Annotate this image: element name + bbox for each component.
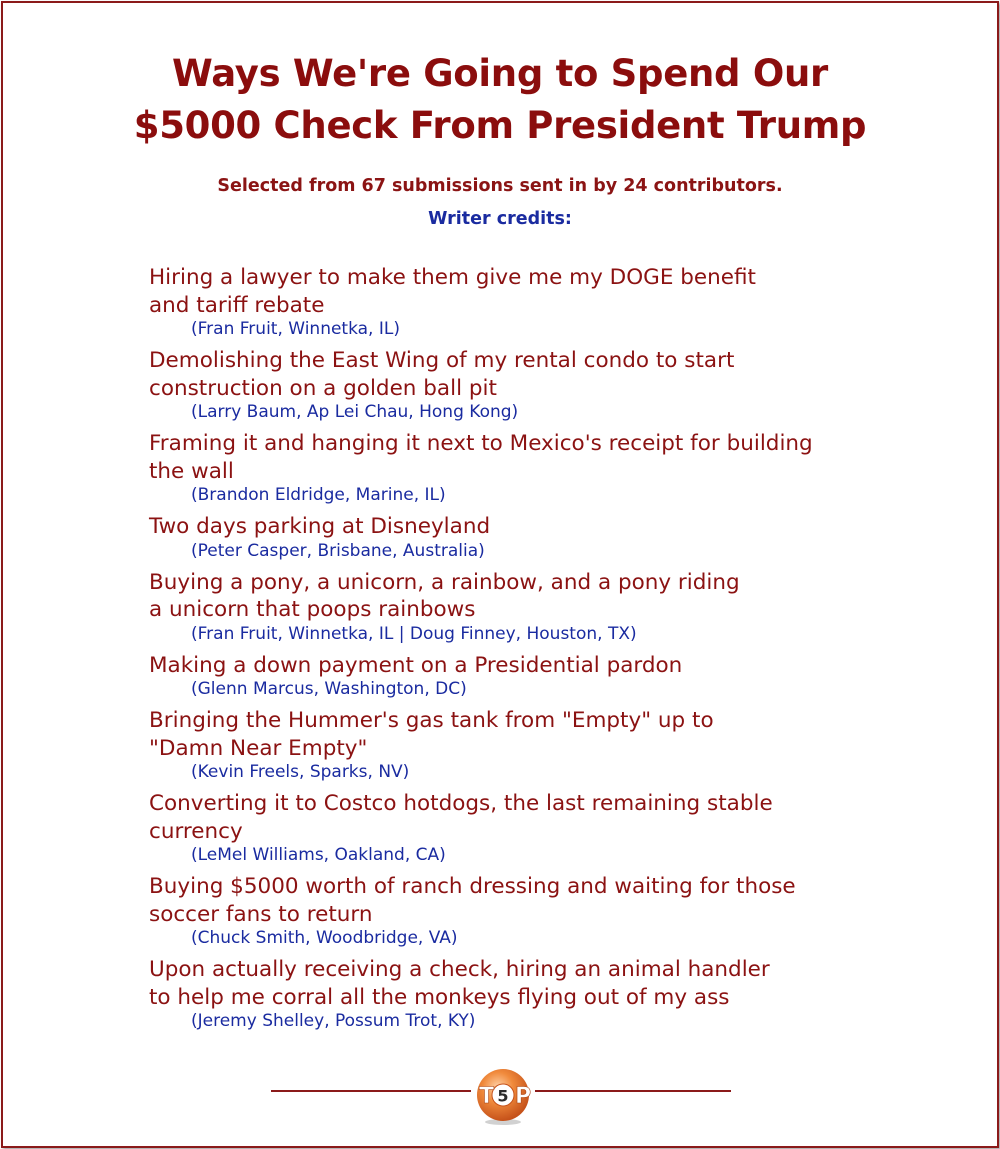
entry-credit: (Fran Fruit, Winnetka, IL | Doug Finney, Houston, TX) bbox=[191, 623, 637, 644]
entry-text-line: Buying $5000 worth of ranch dressing and waiting for those bbox=[149, 874, 796, 899]
entry-text-line: and tariff rebate bbox=[149, 292, 325, 318]
page-title bbox=[3, 48, 997, 152]
entry-list bbox=[149, 264, 909, 1039]
entry-text-line: Buying a pony, a unicorn, a rainbow, and a pony riding bbox=[149, 569, 740, 595]
top5-logo-icon bbox=[468, 1065, 538, 1127]
list-item bbox=[149, 652, 909, 701]
list-item bbox=[149, 790, 909, 866]
list-item bbox=[149, 707, 909, 783]
entry-credit: (LeMel Williams, Oakland, CA) bbox=[191, 845, 446, 865]
logo-letter-right: P bbox=[515, 1084, 532, 1109]
list-item bbox=[149, 956, 909, 1032]
list-item bbox=[149, 873, 909, 949]
title-line-1: Ways We're Going to Spend Our bbox=[172, 52, 828, 95]
title-line-2: $5000 Check From President Trump bbox=[133, 104, 867, 147]
footer-divider-right bbox=[535, 1090, 731, 1092]
entry-credit: (Fran Fruit, Winnetka, IL) bbox=[191, 319, 400, 339]
entry-text-line: Framing it and hanging it next to Mexico's receipt for building bbox=[149, 431, 813, 456]
submission-summary: Selected from 67 submissions sent in by 24 contributors. bbox=[217, 176, 783, 196]
entry-credit: (Chuck Smith, Woodbridge, VA) bbox=[191, 928, 458, 948]
footer-divider-left bbox=[271, 1090, 471, 1092]
entry-text-line: currency bbox=[149, 818, 243, 844]
entry-text-line: Two days parking at Disneyland bbox=[149, 514, 491, 539]
entry-credit: (Jeremy Shelley, Possum Trot, KY) bbox=[191, 1011, 476, 1031]
writer-credits-label: Writer credits: bbox=[428, 209, 572, 229]
entry-credit: (Glenn Marcus, Washington, DC) bbox=[191, 679, 467, 699]
entry-text-line: Converting it to Costco hotdogs, the last remaining stable bbox=[149, 791, 773, 816]
list-item bbox=[149, 264, 909, 340]
list-item bbox=[149, 347, 909, 423]
entry-credit: (Larry Baum, Ap Lei Chau, Hong Kong) bbox=[191, 402, 519, 422]
page-frame bbox=[1, 1, 999, 1148]
logo-number: 5 bbox=[497, 1086, 509, 1106]
list-item bbox=[149, 569, 909, 645]
entry-text-line: "Damn Near Empty" bbox=[149, 735, 368, 761]
entry-text-line: Bringing the Hummer's gas tank from "Empty" up to bbox=[149, 708, 714, 733]
entry-text-line: the wall bbox=[149, 458, 234, 484]
entry-credit: (Kevin Freels, Sparks, NV) bbox=[191, 762, 410, 782]
entry-text-line: construction on a golden ball pit bbox=[149, 375, 497, 401]
entry-text-line: Hiring a lawyer to make them give me my DOGE benefit bbox=[149, 265, 756, 290]
entry-credit: (Brandon Eldridge, Marine, IL) bbox=[191, 485, 446, 505]
logo-letter-left: T bbox=[479, 1084, 495, 1109]
entry-text-line: Demolishing the East Wing of my rental condo to start bbox=[149, 348, 735, 373]
entry-text-line: a unicorn that poops rainbows bbox=[149, 597, 476, 622]
list-item bbox=[149, 513, 909, 562]
entry-credit: (Peter Casper, Brisbane, Australia) bbox=[191, 540, 485, 561]
list-item bbox=[149, 430, 909, 506]
entry-text-line: soccer fans to return bbox=[149, 901, 373, 927]
entry-text-line: Making a down payment on a Presidential pardon bbox=[149, 652, 683, 678]
entry-text-line: Upon actually receiving a check, hiring an animal handler bbox=[149, 957, 770, 982]
entry-text-line: to help me corral all the monkeys flying out of my ass bbox=[149, 984, 730, 1010]
